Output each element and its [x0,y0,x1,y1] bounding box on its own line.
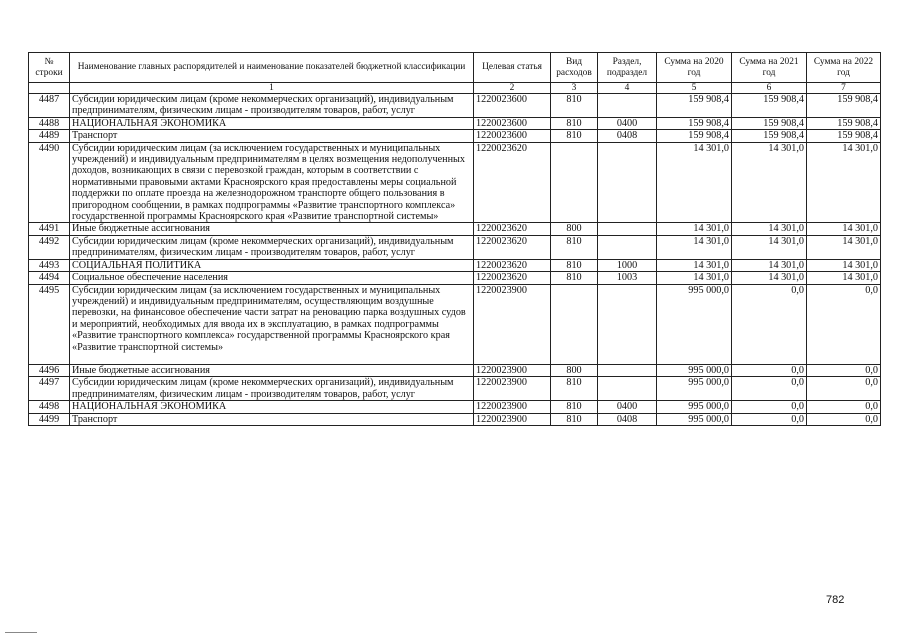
footer-rule [5,632,37,633]
header-sum-2020: Сумма на 2020 год [657,53,732,83]
row-name: Иные бюджетные ассигнования [70,364,474,376]
column-number: 2 [474,83,551,94]
column-number: 1 [70,83,474,94]
row-sum-2021: 14 301,0 [732,142,807,223]
row-expense-kind: 800 [551,364,598,376]
header-sum-2022: Сумма на 2022 год [807,53,881,83]
column-number: 6 [732,83,807,94]
table-row [29,272,881,284]
row-sum-2021: 0,0 [732,364,807,376]
row-target-article: 1220023900 [474,364,551,376]
header-target: Целевая статья [474,53,551,83]
row-sum-2021: 14 301,0 [732,223,807,235]
table-row [29,413,881,425]
header-row [29,53,881,83]
row-sum-2020: 159 908,4 [657,117,732,129]
row-section [598,223,657,235]
row-number: 4491 [29,223,70,235]
row-target-article: 1220023600 [474,94,551,118]
row-number: 4496 [29,364,70,376]
row-target-article: 1220023900 [474,377,551,401]
table-row [29,142,881,223]
table-row [29,223,881,235]
row-section: 0400 [598,117,657,129]
row-sum-2020: 995 000,0 [657,377,732,401]
row-sum-2022: 0,0 [807,413,881,425]
column-number: 7 [807,83,881,94]
row-name: Субсидии юридическим лицам (кроме некоммерческих организаций), индивидуальным предпринимателям, физическим лицам - производителям товаров, работ, услуг [70,94,474,118]
row-name: Транспорт [70,413,474,425]
row-target-article: 1220023620 [474,142,551,223]
row-sum-2021: 14 301,0 [732,235,807,259]
row-sum-2022: 0,0 [807,364,881,376]
row-sum-2022: 159 908,4 [807,94,881,118]
column-numbers-row [29,83,881,94]
row-sum-2022: 0,0 [807,377,881,401]
header-kind: Вид расходов [551,53,598,83]
row-number: 4488 [29,117,70,129]
row-number: 4487 [29,94,70,118]
row-sum-2021: 14 301,0 [732,259,807,271]
row-sum-2021: 0,0 [732,401,807,413]
row-name: Иные бюджетные ассигнования [70,223,474,235]
row-sum-2020: 14 301,0 [657,235,732,259]
row-sum-2022: 14 301,0 [807,235,881,259]
row-sum-2020: 14 301,0 [657,142,732,223]
budget-table [28,52,881,426]
row-expense-kind: 800 [551,223,598,235]
row-sum-2020: 159 908,4 [657,130,732,142]
row-sum-2021: 0,0 [732,377,807,401]
row-sum-2020: 995 000,0 [657,413,732,425]
row-expense-kind: 810 [551,272,598,284]
row-sum-2021: 14 301,0 [732,272,807,284]
row-expense-kind: 810 [551,259,598,271]
row-number: 4492 [29,235,70,259]
row-number: 4495 [29,284,70,364]
row-expense-kind: 810 [551,401,598,413]
row-sum-2022: 0,0 [807,284,881,364]
row-sum-2022: 14 301,0 [807,259,881,271]
row-section [598,364,657,376]
row-target-article: 1220023620 [474,272,551,284]
table-row [29,284,881,364]
row-section: 1000 [598,259,657,271]
row-sum-2021: 0,0 [732,284,807,364]
row-name: СОЦИАЛЬНАЯ ПОЛИТИКА [70,259,474,271]
header-sum-2021: Сумма на 2021 год [732,53,807,83]
row-number: 4497 [29,377,70,401]
row-sum-2020: 14 301,0 [657,223,732,235]
row-sum-2020: 995 000,0 [657,364,732,376]
row-sum-2021: 0,0 [732,413,807,425]
row-section: 1003 [598,272,657,284]
table-row [29,235,881,259]
row-sum-2020: 14 301,0 [657,272,732,284]
header-section: Раздел, подраздел [598,53,657,83]
row-target-article: 1220023600 [474,130,551,142]
row-section [598,142,657,223]
row-name: Транспорт [70,130,474,142]
header-row-no: № строки [29,53,70,83]
row-expense-kind: 810 [551,94,598,118]
table-row [29,117,881,129]
table-row [29,259,881,271]
header-name: Наименование главных распорядителей и наименование показателей бюджетной классификации [70,53,474,83]
row-number: 4489 [29,130,70,142]
row-target-article: 1220023620 [474,223,551,235]
page-number: 782 [826,594,845,606]
row-name: НАЦИОНАЛЬНАЯ ЭКОНОМИКА [70,401,474,413]
row-section [598,94,657,118]
row-target-article: 1220023900 [474,401,551,413]
row-expense-kind: 810 [551,235,598,259]
row-section [598,377,657,401]
row-sum-2021: 159 908,4 [732,130,807,142]
row-sum-2020: 995 000,0 [657,284,732,364]
row-section: 0408 [598,130,657,142]
row-expense-kind: 810 [551,117,598,129]
row-name: Субсидии юридическим лицам (кроме некоммерческих организаций), индивидуальным предпринимателям, физическим лицам - производителям товаров, работ, услуг [70,377,474,401]
row-sum-2021: 159 908,4 [732,117,807,129]
column-number: 4 [598,83,657,94]
row-target-article: 1220023900 [474,413,551,425]
row-target-article: 1220023620 [474,235,551,259]
row-sum-2020: 14 301,0 [657,259,732,271]
table-row [29,94,881,118]
row-section [598,284,657,364]
row-sum-2022: 159 908,4 [807,117,881,129]
row-expense-kind [551,284,598,364]
row-number: 4490 [29,142,70,223]
row-expense-kind: 810 [551,377,598,401]
column-number [29,83,70,94]
row-section [598,235,657,259]
row-number: 4498 [29,401,70,413]
table-row [29,401,881,413]
column-number: 5 [657,83,732,94]
row-sum-2020: 159 908,4 [657,94,732,118]
row-sum-2022: 14 301,0 [807,223,881,235]
row-number: 4499 [29,413,70,425]
row-name: Субсидии юридическим лицам (за исключением государственных и муниципальных учреждений) и индивидуальным предпринимателям, осуществляющим воздушные перевозки, на финансовое обеспечение части затрат на реновацию парка воздушных судов и мероприятий, необходимых для ввода их в эксплуатацию, в рамках подпрограммы «Развитие транспортного комплекса» государственной программы Красноярского края «Развитие транспортной системы» [70,284,474,364]
row-sum-2022: 0,0 [807,401,881,413]
table-row [29,364,881,376]
row-name: Социальное обеспечение населения [70,272,474,284]
row-name: Субсидии юридическим лицам (за исключением государственных и муниципальных учреждений) и индивидуальным предпринимателям в целях возмещения недополученных доходов, возникающих в связи с перевозкой граждан, которым в соответствии с нормативными правовыми актами Красноярского края предоставлены меры социальной поддержки по оплате проезда на железнодорожном транспорте общего пользования в пригородном сообщении, в рамках подпрограммы «Развитие транспортного комплекса» государственной программы Красноярского края «Развитие транспортной системы» [70,142,474,223]
row-target-article: 1220023600 [474,117,551,129]
row-sum-2022: 14 301,0 [807,272,881,284]
table-row [29,130,881,142]
table-row [29,377,881,401]
row-target-article: 1220023900 [474,284,551,364]
row-expense-kind [551,142,598,223]
row-sum-2022: 159 908,4 [807,130,881,142]
row-expense-kind: 810 [551,413,598,425]
row-section: 0408 [598,413,657,425]
row-sum-2021: 159 908,4 [732,94,807,118]
row-sum-2020: 995 000,0 [657,401,732,413]
row-section: 0400 [598,401,657,413]
row-number: 4494 [29,272,70,284]
row-target-article: 1220023620 [474,259,551,271]
column-number: 3 [551,83,598,94]
row-sum-2022: 14 301,0 [807,142,881,223]
row-name: Субсидии юридическим лицам (кроме некоммерческих организаций), индивидуальным предпринимателям, физическим лицам - производителям товаров, работ, услуг [70,235,474,259]
row-number: 4493 [29,259,70,271]
row-name: НАЦИОНАЛЬНАЯ ЭКОНОМИКА [70,117,474,129]
row-expense-kind: 810 [551,130,598,142]
